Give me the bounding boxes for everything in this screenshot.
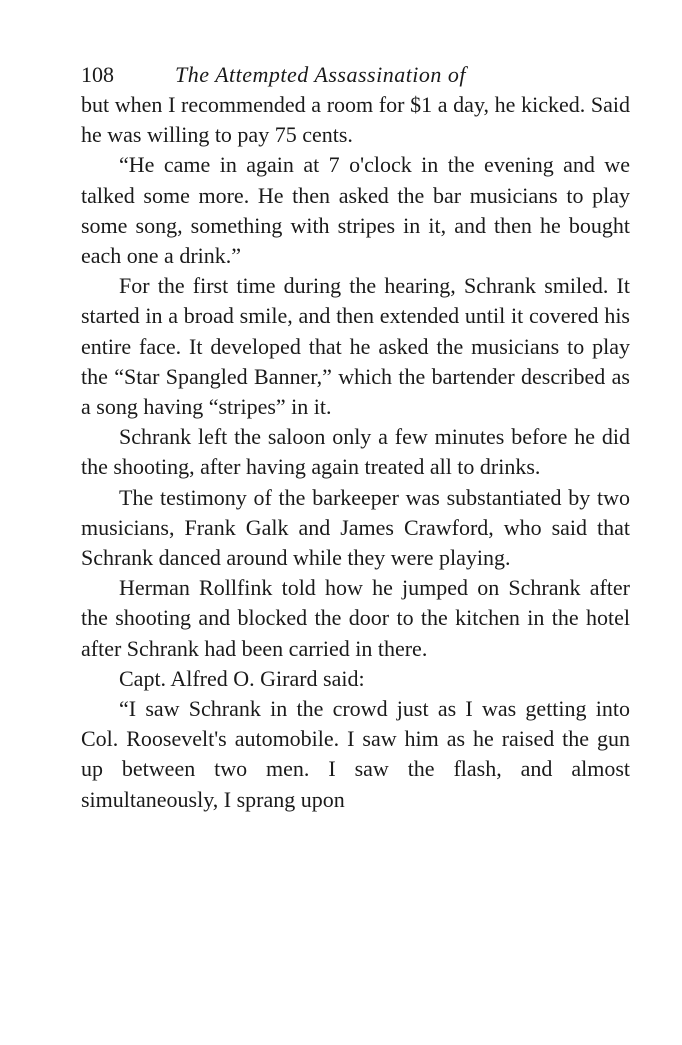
- book-page: [81, 58, 630, 815]
- running-title: The Attempted Assassination of: [175, 62, 467, 87]
- paragraph: Schrank left the saloon only a few minutes before he did the shooting, after having again treated all to drinks.: [81, 424, 630, 480]
- paragraph: Capt. Alfred O. Girard said:: [119, 665, 365, 691]
- paragraph: For the first time during the hearing, Schrank smiled. It started in a broad smile, and then extended until it covered his entire face. It developed that he asked the musicians to play the “Star Spangled Banner,” which the bartender described as a song having “stripes” in it.: [81, 273, 630, 420]
- paragraph-continued: but when I recommended a room for $1 a day, he kicked. Said he was willing to pay 75 cents.: [81, 92, 630, 148]
- running-head: [81, 58, 630, 92]
- paragraph: The testimony of the barkeeper was substantiated by two musicians, Frank Galk and James Crawford, who said that Schrank danced around while they were playing.: [81, 484, 630, 571]
- paragraph: “I saw Schrank in the crowd just as I was getting into Col. Roosevelt's automobile. I saw him as he raised the gun up between two men. I saw the flash, and almost simultaneously, I sprang upon: [81, 696, 630, 812]
- paragraph: Herman Rollfink told how he jumped on Schrank after the shooting and blocked the door to the kitchen in the hotel after Schrank had been carried in there.: [81, 575, 630, 661]
- paragraph: “He came in again at 7 o'clock in the evening and we talked some more. He then asked the bar musicians to play some song, something with stripes in it, and then he bought each one a drink.”: [81, 152, 630, 269]
- page-number: 108: [81, 62, 114, 87]
- body-text: [81, 90, 630, 815]
